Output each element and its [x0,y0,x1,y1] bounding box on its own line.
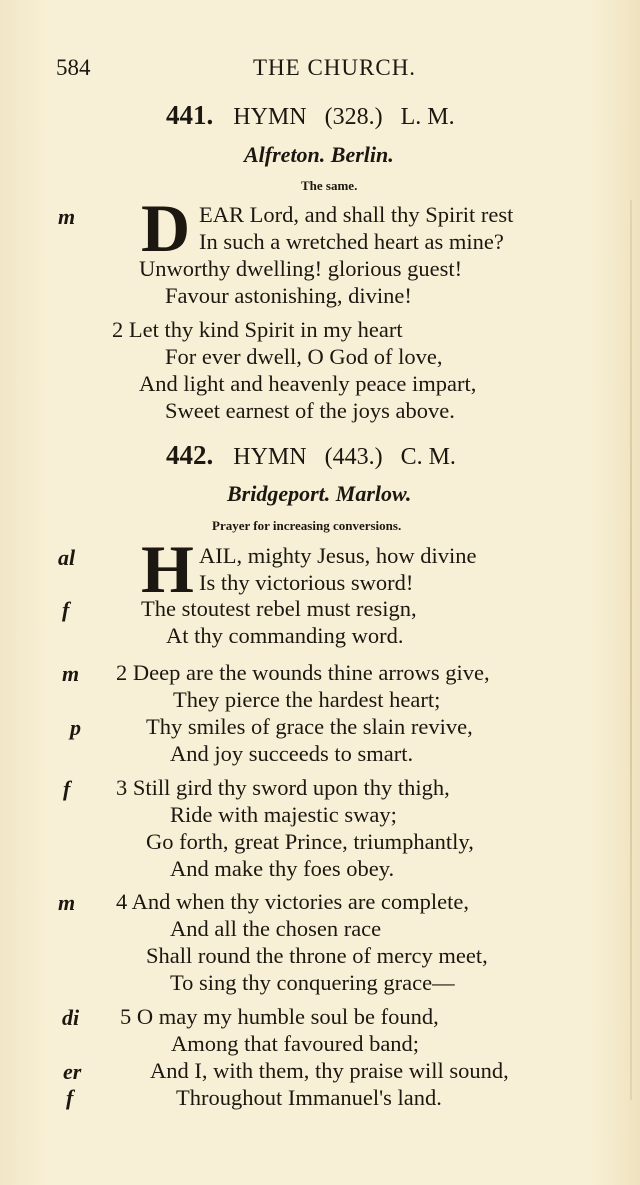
hymn-line: And all the chosen race [170,916,382,941]
hymn-line: 2 Let thy kind Spirit in my heart [112,317,403,342]
hymn-meter: C. M. [400,444,456,470]
dynamic-mark: m [58,204,76,229]
dynamic-mark: f [63,776,71,801]
dynamic-mark: p [70,715,81,740]
hymn-line: At thy commanding word. [166,623,404,648]
dynamic-mark: m [62,661,80,686]
dynamic-mark: al [58,545,76,570]
hymn-line: Sweet earnest of the joys above. [165,398,455,423]
hymn-line: To sing thy conquering grace— [170,970,455,995]
page-number: 584 [56,55,91,80]
hymn-number: 441. [166,100,214,130]
page-edge-shadow [630,200,632,1100]
hymn-line: Unworthy dwelling! glorious guest! [139,256,463,281]
hymn-line: The stoutest rebel must resign, [141,596,417,621]
hymn-line: 2 Deep are the wounds thine arrows give, [116,660,490,685]
hymn-label: HYMN [233,104,307,130]
hymn-line: And light and heavenly peace impart, [139,371,477,396]
hymn-line: 4 And when thy victories are complete, [116,889,470,914]
hymn-number: 442. [166,440,214,470]
hymn-line: Throughout Immanuel's land. [176,1085,442,1110]
hymn-tunes: Bridgeport. Marlow. [227,481,412,506]
hymn-label: HYMN [233,444,307,470]
hymn-line: EAR Lord, and shall thy Spirit rest [199,202,514,227]
dynamic-mark: f [66,1085,74,1110]
hymn-ref: (443.) [324,444,383,470]
dynamic-mark: f [62,597,70,622]
dynamic-mark: er [63,1059,82,1084]
hymn-line: And joy succeeds to smart. [170,741,414,766]
drop-cap: D [141,190,191,266]
hymn-line: Among that favoured band; [171,1031,420,1056]
running-title: THE CHURCH. [253,55,417,80]
hymn-meter: L. M. [400,104,455,130]
hymn-line: They pierce the hardest heart; [173,687,441,712]
hymn-tunes: Alfreton. Berlin. [244,142,394,167]
dynamic-mark: m [58,890,76,915]
hymn-line: For ever dwell, O God of love, [165,344,443,369]
hymn-line: And I, with them, thy praise will sound, [150,1058,509,1083]
hymn-line: 5 O may my humble soul be found, [120,1004,439,1029]
hymn-line: Ride with majestic sway; [170,802,397,827]
hymn-line: Shall round the throne of mercy meet, [146,943,488,968]
hymn-line: 3 Still gird thy sword upon thy thigh, [116,775,450,800]
drop-cap: H [141,531,194,607]
dynamic-mark: di [62,1005,80,1030]
hymn-line: Thy smiles of grace the slain revive, [146,714,473,739]
hymn-subject: Prayer for increasing conversions. [212,518,402,533]
hymn-subject: The same. [301,178,358,193]
hymn-line: Is thy victorious sword! [199,570,414,595]
hymn-line: In such a wretched heart as mine? [199,229,504,254]
hymn-line: Favour astonishing, divine! [165,283,412,308]
hymn-line: AIL, mighty Jesus, how divine [199,543,477,568]
hymn-line: Go forth, great Prince, triumphantly, [146,829,474,854]
hymn-heading [166,100,455,131]
hymn-ref: (328.) [324,104,383,130]
hymn-line: And make thy foes obey. [170,856,395,881]
hymn-heading [166,440,456,471]
